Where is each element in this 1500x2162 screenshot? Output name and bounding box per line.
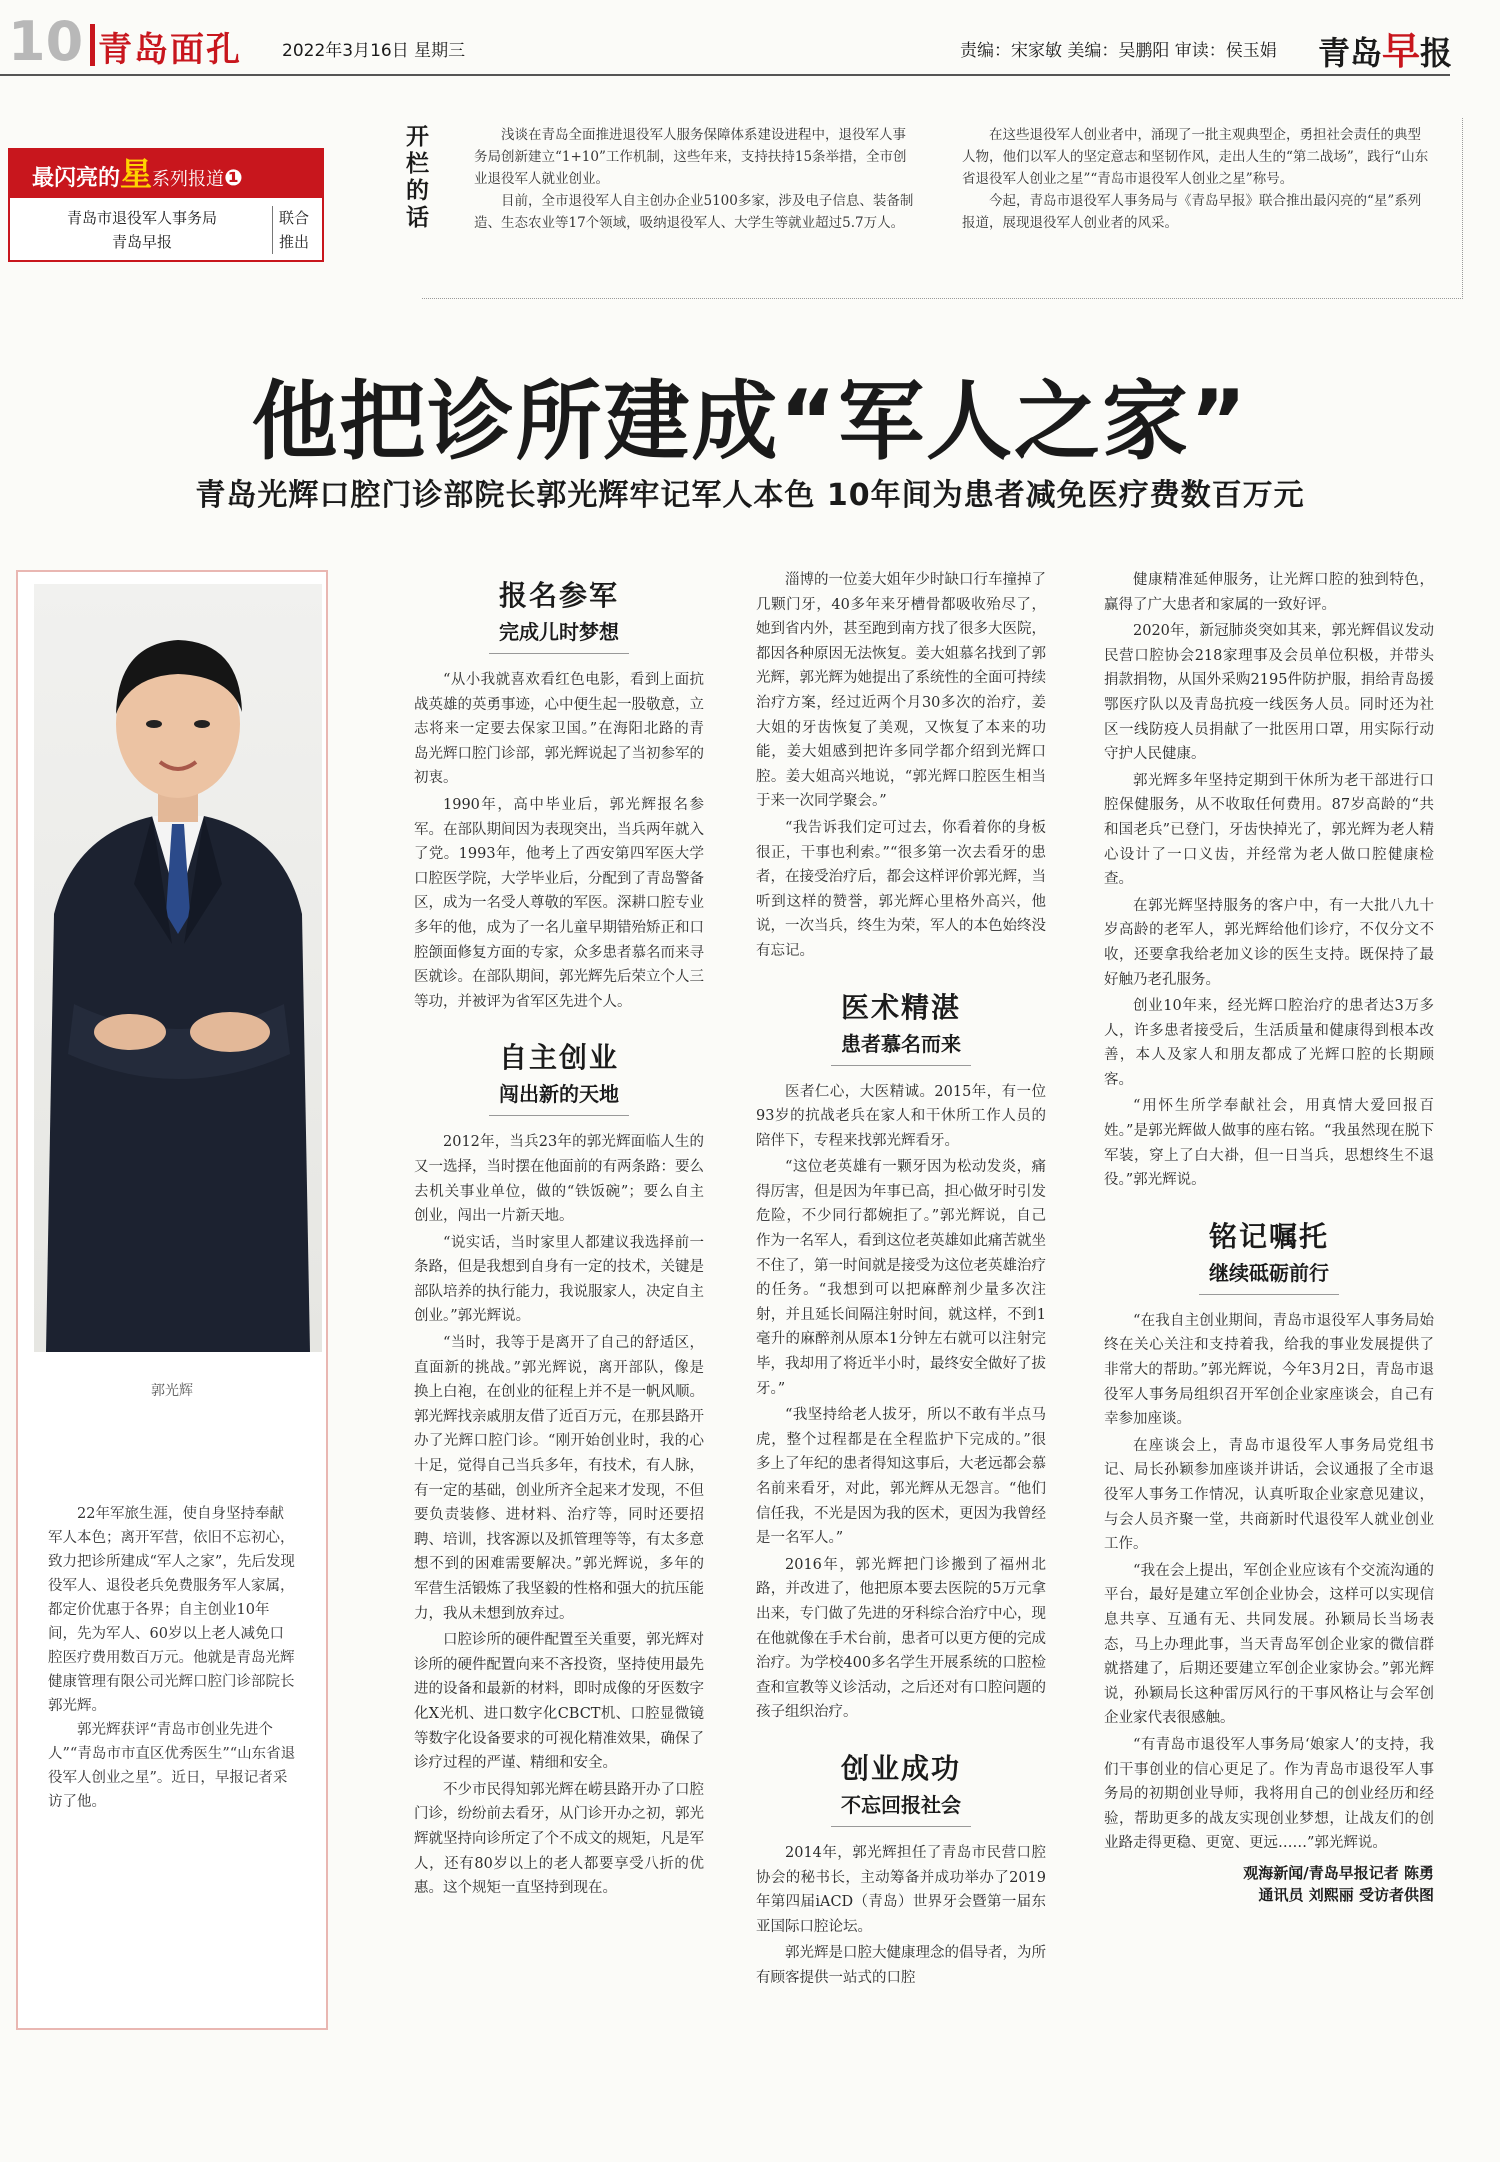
opening-p1: 浅谈在青岛全面推进退役军人服务保障体系建设进程中，退役军人事务局创新建立“1+10”工作机制，这些年来，支持扶持15条举措，全市创业退役军人就业创业。 <box>474 127 907 187</box>
paragraph: “我告诉我们定可过去，你看着你的身板很正，干事也利索。”“很多第一次去看牙的患者，在接受治疗后，都会这样评价郭光辉，当听到这样的赞誉，郭光辉心里格外高兴，他说，一次当兵，终生为荣，军人的本色始终没有忘记。 <box>756 819 1046 959</box>
paragraph: 2020年，新冠肺炎突如其来，郭光辉倡议发动民营口腔协会218家理事及会员单位积极，并带头捐款捐物，从国外采购2195件防护服，捐给青岛援鄂医疗队以及青岛抗疫一线医务人员。同时还为社区一线防疫人员捐献了一批医用口罩，用实际行动守护人民健康。 <box>1104 623 1434 763</box>
portrait-illustration <box>34 584 322 1352</box>
section-header-startup <box>414 1036 704 1116</box>
section-bar <box>90 24 95 66</box>
section-subtitle: 患者慕名而来 <box>841 1031 961 1056</box>
series-org-line1: 青岛市退役军人事务局 <box>66 209 217 227</box>
photo-frame <box>16 570 328 2030</box>
section-subtitle: 完成儿时梦想 <box>499 620 619 644</box>
paragraph: “在我自主创业期间，青岛市退役军人事务局始终在关心关注和支持着我，给我的事业发展提供了非常大的帮助。”郭光辉说，今年3月2日，青岛市退役军人事务局组织召开军创企业家座谈会，自己有幸参加座谈。 <box>1104 1312 1434 1428</box>
paragraph: 医者仁心，大医精诚。2015年，有一位93岁的抗战老兵在家人和干休所工作人员的陪伴下，专程来找郭光辉看牙。 <box>756 1083 1046 1149</box>
paragraph: “当时，我等于是离开了自己的舒适区，直面新的挑战。”郭光辉说，离开部队，像是换上白袍，在创业的征程上并不是一帆风顺。郭光辉找亲戚朋友借了近百万元，在那县路开办了光辉口腔门诊。“刚开始创业时，我的心十足，觉得自己当兵多年，有技术，有人脉，有一定的基础，创业所齐全起来才发现，不但要负责装修、进材料、治疗等，同时还要招聘、培训，找客源以及抓管理等等，有太多意想不到的困难需要解决。”郭光辉说，多年的军营生活锻炼了我坚毅的性格和强大的抗压能力，我从未想到放弃过。 <box>414 1335 704 1622</box>
photo-caption: 郭光辉 <box>151 1383 193 1399</box>
paragraph: “用怀生所学奉献社会，用真情大爱回报百姓。”是郭光辉做人做事的座右铭。“我虽然现在脱下军装，穿上了白大褂，但一日当兵，思想终生不退役。”郭光辉说。 <box>1104 1098 1434 1189</box>
section-rule <box>831 1826 971 1827</box>
paragraph: 不少市民得知郭光辉在崂县路开办了口腔门诊，纷纷前去看牙，从门诊开办之初，郭光辉就坚持向诊所定了个不成文的规矩，凡是军人，还有80岁以上的老人都要享受八折的优惠。这个规矩一直坚持到现在。 <box>414 1781 704 1897</box>
byline-correspondent: 通讯员 刘熙丽 受访者供图 <box>1258 1885 1434 1904</box>
paragraph: 口腔诊所的硬件配置至关重要，郭光辉对诊所的硬件配置向来不吝投资，坚持使用最先进的设备和最新的材料，即时成像的牙医数字化X光机、进口数字化CBCT机、口腔显微镜等数字化设备要求的可视化精准效果，确保了诊疗过程的严谨、精细和安全。 <box>414 1632 704 1772</box>
logo-right: 报 <box>1420 34 1453 72</box>
opening-p4: 今起，青岛市退役军人事务局与《青岛早报》联合推出最闪亮的“星”系列报道，展现退役军人创业者的风采。 <box>962 193 1422 231</box>
article-column-2 <box>756 568 1046 2158</box>
logo-mid: 早 <box>1382 29 1421 73</box>
section-subtitle: 闯出新的天地 <box>499 1082 619 1107</box>
series-number: ❶ <box>224 166 243 191</box>
editors-line: 责编：宋家敏 美编：吴鹏阳 审读：侯玉娟 <box>960 41 1277 61</box>
issue-date: 2022年3月16日 星期三 <box>282 41 466 61</box>
series-band <box>10 150 322 198</box>
section-header-enlist <box>414 574 704 654</box>
headline: 他把诊所建成“军人之家” <box>251 372 1249 472</box>
paragraph: 在郭光辉坚持服务的客户中，有一大批八九十岁高龄的老军人，郭光辉给他们诊疗，不仅分文不收，还要拿我给老加义诊的医生支持。既保持了最好触乃老孔服务。 <box>1104 897 1434 988</box>
series-tag: 联合推出 <box>272 206 319 254</box>
paragraph: 1990年，高中毕业后，郭光辉报名参军。在部队期间因为表现突出，当兵两年就入了党。1993年，他考上了西安第四军医大学口腔医学院，大学毕业后，分配到了青岛警备区，成为一名受人尊敬的军医。深耕口腔专业多年的他，成为了一名儿童早期错殆矫正和口腔颌面修复方面的专家，众多患者慕名而来寻医就诊。在部队期间，郭光辉先后荣立个人三等功，并被评为省军区先进个人。 <box>414 796 704 1010</box>
newspaper-logo <box>1318 20 1452 75</box>
portrait-photo <box>34 584 322 1352</box>
section-header-success <box>756 1747 1046 1827</box>
paragraph: “我在会上提出，军创企业应该有个交流沟通的平台，最好是建立军创企业协会，这样可以实现信息共享、互通有无、共同发展。孙颖局长当场表态，马上办理此事，当天青岛军创企业家的微信群就搭建了，后期还要建立军创企业家协会。”郭光辉说，孙颖局长这种雷厉风行的干事风格让与会军创企业家代表很感触。 <box>1104 1562 1434 1727</box>
section-rule <box>489 1115 629 1116</box>
series-box <box>8 148 324 262</box>
opening-col2 <box>962 124 1432 234</box>
paragraph: 2014年，郭光辉担任了青岛市民营口腔协会的秘书长，主动筹备并成功举办了2019年第四届iACD（青岛）世界牙会暨第一届东亚国际口腔论坛。 <box>756 1844 1046 1935</box>
opening-p3: 在这些退役军人创业者中，涌现了一批主观典型企，勇担社会责任的典型人物，他们以军人的坚定意志和坚韧作风，走出人生的“第二战场”，践行“山东省退役军人创业之星”“青岛市退役军人创业之星”称号。 <box>962 127 1429 187</box>
section-title: 报名参军 <box>498 579 619 612</box>
section-rule <box>1199 1294 1339 1295</box>
opening-col1 <box>474 124 914 234</box>
paragraph: 2012年，当兵23年的郭光辉面临人生的又一选择，当时摆在他面前的有两条路：要么去机关事业单位，做的“铁饭碗”；要么自主创业，闯出一片新天地。 <box>414 1134 704 1225</box>
series-label-b: 系列报道 <box>152 169 225 190</box>
paragraph: 2016年，郭光辉把门诊搬到了福州北路，并改进了，他把原本要去医院的5万元拿出来，专门做了先进的牙科综合治疗中心，现在他就像在手术台前，患者可以更方便的完成治疗。为学校400多名学生开展系统的口腔检查和宣教等义诊活动，之后还对有口腔问题的孩子组织治疗。 <box>756 1556 1046 1721</box>
series-label-a: 最闪亮的 <box>32 166 121 191</box>
side-note-p2: 郭光辉获评“青岛市创业先进个人”“青岛市市直区优秀医生”“山东省退役军人创业之星”。近日，早报记者采访了他。 <box>48 1722 296 1810</box>
series-star: 星 <box>120 155 153 193</box>
section-title: 创业成功 <box>840 1751 961 1785</box>
section-name: 青岛面孔 <box>98 30 242 70</box>
header-rule <box>0 74 1450 76</box>
section-rule <box>489 653 629 654</box>
paragraph: “说实话，当时家里人都建议我选择前一条路，但是我想到自身有一定的技术，关键是部队培养的执行能力，我说服家人，决定自主创业。”郭光辉说。 <box>414 1234 704 1325</box>
opening-label: 开栏的话 <box>406 124 429 231</box>
paragraph: 创业10年来，经光辉口腔治疗的患者达3万多人，许多患者接受后，生活质量和健康得到根本改善，本人及家人和朋友都成了光辉口腔的长期顾客。 <box>1104 998 1434 1088</box>
paragraph: 郭光辉是口腔大健康理念的倡导者，为所有顾客提供一站式的口腔 <box>756 1945 1046 1986</box>
byline-reporter: 观海新闻/青岛早报记者 陈勇 <box>1243 1863 1434 1882</box>
paragraph: 在座谈会上，青岛市退役军人事务局党组书记、局长孙颖参加座谈并讲话，会议通报了全市退役军人事务工作情况，认真听取企业家意见建议，与会人员齐聚一堂，共商新时代退役军人就业创业工作。 <box>1104 1437 1434 1553</box>
article-column-1 <box>414 568 704 2158</box>
byline <box>1104 1862 1434 1906</box>
section-rule <box>831 1065 971 1066</box>
subheadline: 青岛光辉口腔门诊部院长郭光辉牢记军人本色 10年间为患者减免医疗费数百万元 <box>195 478 1305 513</box>
section-title: 自主创业 <box>498 1041 619 1075</box>
side-note <box>48 1502 298 1814</box>
section-header-mission <box>1104 1215 1434 1295</box>
opening-p2: 目前，全市退役军人自主创办企业5100多家，涉及电子信息、装备制造、生态农业等17个领域，吸纳退役军人、大学生等就业超过5.7万人。 <box>474 193 914 231</box>
paragraph: 健康精准延伸服务，让光辉口腔的独到特色，赢得了广大患者和家属的一致好评。 <box>1104 572 1434 613</box>
side-note-p1: 22年军旅生涯，使自身坚持奉献军人本色；离开军营，依旧不忘初心，致力把诊所建成“军人之家”，先后发现役军人、退役老兵免费服务军人家属，都定价优惠于各界；自主创业10年间，先为军人、60岁以上老人减免口腔医疗费用数百万元。他就是青岛光辉健康管理有限公司光辉口腔门诊部院长郭光辉。 <box>48 1506 295 1714</box>
paragraph: 郭光辉多年坚持定期到干休所为老干部进行口腔保健服务，从不收取任何费用。87岁高龄的“共和国老兵”已登门，牙齿快掉光了，郭光辉为老人精心设计了一口义齿，并经常为老人做口腔健康检查。 <box>1104 772 1434 888</box>
section-subtitle: 继续砥砺前行 <box>1209 1260 1329 1285</box>
paragraph: “从小我就喜欢看红色电影，看到上面抗战英雄的英勇事迹，心中便生起一股敬意，立志将来一定要去保家卫国。”在海阳北路的青岛光辉口腔门诊部，郭光辉说起了当初参军的初衷。 <box>414 672 704 787</box>
paragraph: “有青岛市退役军人事务局‘娘家人’的支持，我们干事创业的信心更足了。作为青岛市退役军人事务局的初期创业导师，我将用自己的创业经历和经验，帮助更多的战友实现创业梦想，让战友们的创业路走得更稳、更宽、更远……”郭光辉说。 <box>1104 1736 1434 1852</box>
paragraph: 淄博的一位姜大姐年少时缺口行车撞掉了几颗门牙，40多年来牙槽骨都吸收殆尽了，她到省内外，甚至跑到南方找了很多大医院，都因各种原因无法恢复。姜大姐慕名找到了郭光辉，郭光辉为她提出了系统性的全面可持续治疗方案，经过近两个月30多次的治疗，姜大姐的牙齿恢复了美观，又恢复了本来的功能，姜大姐感到把许多同学都介绍到光辉口腔。姜大姐高兴地说，“郭光辉口腔医生相当于来一次同学聚会。” <box>756 572 1046 810</box>
article-column-3 <box>1104 568 1434 2158</box>
paragraph: “这位老英雄有一颗牙因为松动发炎，痛得厉害，但是因为年事已高，担心做牙时引发危险，不少同行都婉拒了。”郭光辉说，自己作为一名军人，看到这位老英雄如此痛苦就坐不住了，第一时间就是接受为这位老英雄治疗的任务。“我想到可以把麻醉剂少量多次注射，并且延长间隔注射时间，就这样，不到1毫升的麻醉剂从原本1分钟左右就可以注射完毕，我却用了将近半小时，最终安全做好了拔牙。” <box>756 1159 1046 1397</box>
section-title: 铭记嘱托 <box>1208 1219 1329 1253</box>
page-number: 10 <box>8 10 84 73</box>
section-header-skill <box>756 986 1046 1066</box>
section-title: 医术精湛 <box>840 990 961 1024</box>
section-subtitle: 不忘回报社会 <box>841 1792 961 1817</box>
series-org <box>22 206 262 254</box>
paragraph: “我坚持给老人拔牙，所以不敢有半点马虎，整个过程都是在全程监护下完成的。”很多上了年纪的患者得知这事后，大老远都会慕名前来看牙，对此，郭光辉从无怨言。“他们信任我，不光是因为我的医术，更因为我曾经是一名军人。” <box>756 1407 1046 1547</box>
logo-left: 青岛 <box>1318 34 1383 72</box>
series-org-line2: 青岛早报 <box>111 233 172 251</box>
